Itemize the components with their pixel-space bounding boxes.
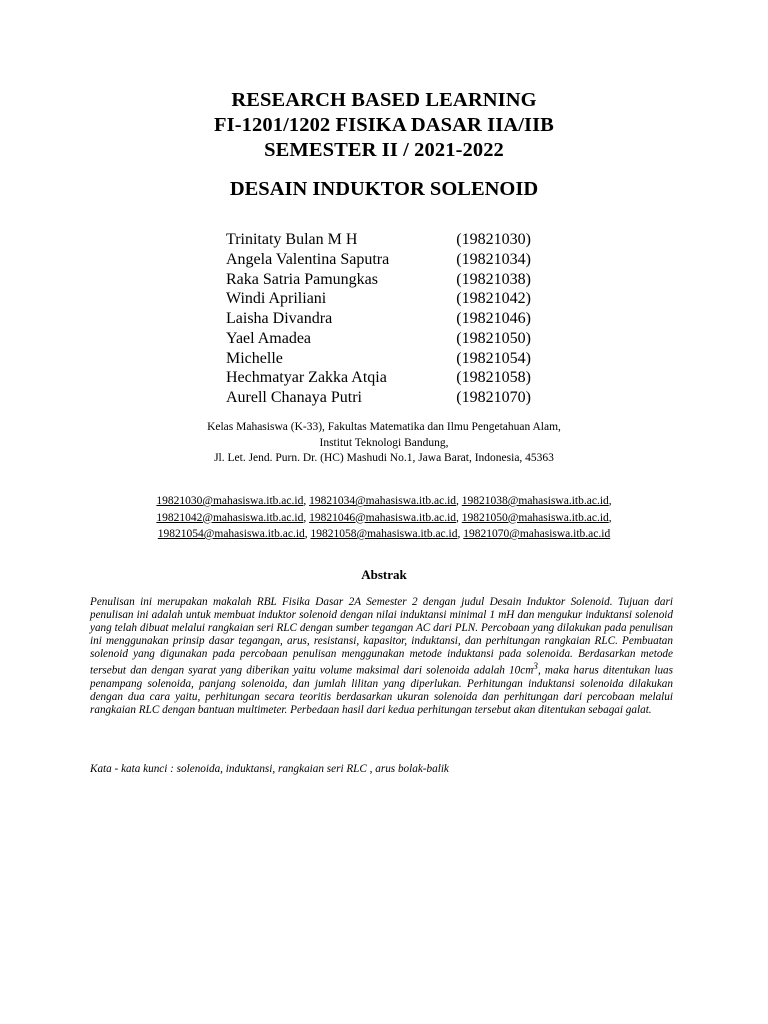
affiliation (0, 420, 768, 467)
course-header-line-1: RESEARCH BASED LEARNING (231, 89, 537, 111)
email-link[interactable]: 19821070@mahasiswa.itb.ac.id (463, 528, 611, 540)
course-header-line-3: SEMESTER II / 2021-2022 (264, 139, 504, 161)
paper-title: DESAIN INDUKTOR SOLENOID (229, 178, 539, 200)
email-link[interactable]: 19821042@mahasiswa.itb.ac.id (156, 511, 304, 524)
author-id: (19821046) (456, 310, 531, 327)
author-id: (19821038) (456, 270, 531, 288)
email-link[interactable]: 19821030@mahasiswa.itb.ac.id (156, 495, 304, 507)
author-id: (19821030) (456, 231, 531, 248)
abstract-superscript: 3 (533, 662, 538, 673)
author-row (226, 368, 556, 388)
author-list (226, 230, 556, 408)
author-id: (19821054) (456, 349, 531, 367)
author-name: Raka Satria Pamungkas (226, 270, 378, 288)
author-id: (19821050) (456, 329, 531, 347)
author-name: Yael Amadea (226, 329, 312, 347)
abstract-text-continued: , maka harus ditentukan luas penampang solenoida, panjang solenoida, dan jumlah lilitan yang diperlukan. Perhitungan induktansi solenoida dilakukan dengan dua cara yaitu, perhitungan secara teoritis berdasarkan ukuran solenoida dan perhitungan dari percobaan melalui rangkaian RLC dengan bantuan multimeter. Perbedaan hasil dari kedua perhitungan tersebut akan ditentukan sebagai galat. (90, 664, 673, 717)
affiliation-line-3: Jl. Let. Jend. Purn. Dr. (HC) Mashudi No.1, Jawa Barat, Indonesia, 45363 (214, 452, 554, 464)
author-id: (19821034) (456, 250, 531, 268)
author-row (226, 309, 556, 329)
email-list (0, 493, 768, 543)
course-header-line-2: FI-1201/1202 FISIKA DASAR IIA/IIB (214, 114, 554, 136)
author-row (226, 289, 556, 309)
abstract-heading: Abstrak (361, 567, 407, 582)
email-line (0, 526, 768, 543)
author-id: (19821058) (456, 369, 531, 387)
author-name: Windi Apriliani (226, 290, 327, 308)
email-separator: , (608, 511, 612, 524)
email-link[interactable]: 19821054@mahasiswa.itb.ac.id (157, 528, 305, 540)
email-line (0, 510, 768, 527)
author-row (226, 329, 556, 349)
email-separator: , (456, 511, 462, 524)
author-row (226, 270, 556, 290)
author-name: Michelle (226, 349, 283, 367)
author-row (226, 388, 556, 408)
affiliation-line-2: Institut Teknologi Bandung, (319, 436, 449, 449)
email-separator: , (456, 495, 462, 507)
email-line (0, 493, 768, 510)
email-separator: , (457, 528, 464, 540)
email-link[interactable]: 19821046@mahasiswa.itb.ac.id (309, 511, 457, 524)
email-link[interactable]: 19821038@mahasiswa.itb.ac.id (461, 495, 609, 507)
course-header (0, 88, 768, 163)
author-name: Angela Valentina Saputra (226, 250, 390, 268)
author-row (226, 230, 556, 250)
email-separator: , (608, 495, 612, 507)
affiliation-line-1: Kelas Mahasiswa (K-33), Fakultas Matematika dan Ilmu Pengetahuan Alam, (207, 421, 561, 433)
author-name: Aurell Chanaya Putri (226, 389, 362, 406)
email-link[interactable]: 19821058@mahasiswa.itb.ac.id (310, 528, 458, 540)
author-row (226, 349, 556, 369)
author-name: Trinitaty Bulan M H (226, 231, 358, 248)
author-name: Hechmatyar Zakka Atqia (226, 369, 387, 387)
author-id: (19821070) (456, 389, 531, 406)
email-link[interactable]: 19821050@mahasiswa.itb.ac.id (461, 511, 609, 524)
abstract-text: Penulisan ini merupakan makalah RBL Fisika Dasar 2A Semester 2 dengan judul Desain Induktor Solenoid. Tujuan dari penulisan ini adalah untuk membuat induktor solenoid dengan nilai induktansi minimal 1 mH dan mengukur induktansi solenoid yang telah dibuat melalui rangkaian seri RLC dengan sumber tegangan AC dari PLN. Percobaan yang dilakukan pada penulisan ini menggunakan prinsip dasar tegangan, arus, resistansi, kapasitor, induktansi, dan perhitungan rangkaian RLC. Pembuatan solenoid yang digunakan pada percobaan penulisan menggunakan metode induktansi pada solenoida. Berdasarkan metode tersebut dan dengan syarat yang diberikan yaitu volume maksimal dari solenoida adalah 10cm (90, 596, 673, 677)
author-id: (19821042) (456, 290, 531, 308)
email-separator: , (303, 511, 310, 524)
author-name: Laisha Divandra (226, 310, 333, 327)
abstract-body (90, 596, 673, 717)
author-row (226, 250, 556, 270)
keywords: Kata - kata kunci : solenoida, induktansi, rangkaian seri RLC , arus bolak-balik (90, 763, 449, 775)
email-separator: , (303, 495, 310, 507)
email-link[interactable]: 19821034@mahasiswa.itb.ac.id (309, 495, 457, 507)
email-separator: , (304, 528, 311, 540)
